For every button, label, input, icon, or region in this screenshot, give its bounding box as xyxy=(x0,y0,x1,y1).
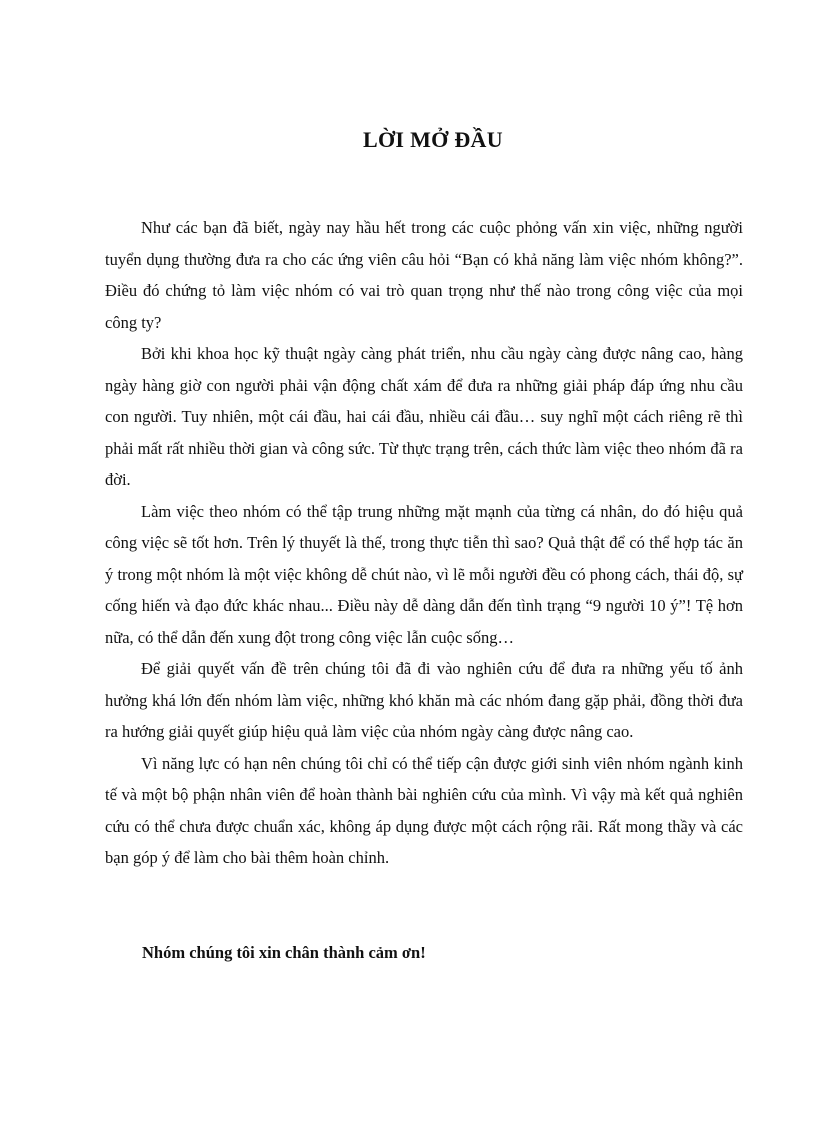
closing-line: Nhóm chúng tôi xin chân thành cảm ơn! xyxy=(142,943,426,962)
paragraph-3: Làm việc theo nhóm có thể tập trung những mặt mạnh của từng cá nhân, do đó hiệu quả công việc sẽ tốt hơn. Trên lý thuyết là thế, trong thực tiễn thì sao? Quả thật để có thể hợp tác ăn ý trong một nhóm là một việc không dễ chút nào, vì lẽ mỗi người đều có phong cách, thái độ, sự cống hiến và đạo đức khác nhau... Điều này dễ dàng dẫn đến tình trạng “9 người 10 ý”! Tệ hơn nữa, có thể dẫn đến xung đột trong công việc lẫn cuộc sống… xyxy=(105,501,743,647)
paragraph-5: Vì năng lực có hạn nên chúng tôi chỉ có thể tiếp cận được giới sinh viên nhóm ngành kinh tế và một bộ phận nhân viên để hoàn thành bài nghiên cứu của mình. Vì vậy mà kết quả nghiên cứu có thể chưa được chuẩn xác, không áp dụng được một cách rộng rãi. Rất mong thầy và các bạn góp ý để làm cho bài thêm hoàn chỉnh. xyxy=(105,753,743,867)
body-text xyxy=(105,212,743,874)
paragraph-2: Bởi khi khoa học kỹ thuật ngày càng phát triển, nhu cầu ngày càng được nâng cao, hàng ngày hàng giờ con người phải vận động chất xám để đưa ra những giải pháp đáp ứng nhu cầu con người. Tuy nhiên, một cái đầu, hai cái đầu, nhiều cái đầu… suy nghĩ một cách riêng rẽ thì phải mất rất nhiều thời gian và công sức. Từ thực trạng trên, cách thức làm việc theo nhóm đã ra đời. xyxy=(105,344,743,489)
page-title: LỜI MỞ ĐẦU xyxy=(363,127,503,152)
paragraph-4: Để giải quyết vấn đề trên chúng tôi đã đi vào nghiên cứu để đưa ra những yếu tố ảnh hưởng khá lớn đến nhóm làm việc, những khó khăn mà các nhóm đang gặp phải, đồng thời đưa ra hướng giải quyết giúp hiệu quả làm việc của nhóm ngày càng được nâng cao. xyxy=(105,659,743,741)
paragraph-1: Như các bạn đã biết, ngày nay hầu hết trong các cuộc phỏng vấn xin việc, những người tuyển dụng thường đưa ra cho các ứng viên câu hỏi “Bạn có khả năng làm việc nhóm không?”. Điều đó chứng tỏ làm việc nhóm có vai trò quan trọng như thế nào trong công việc của mọi công ty? xyxy=(105,218,743,332)
